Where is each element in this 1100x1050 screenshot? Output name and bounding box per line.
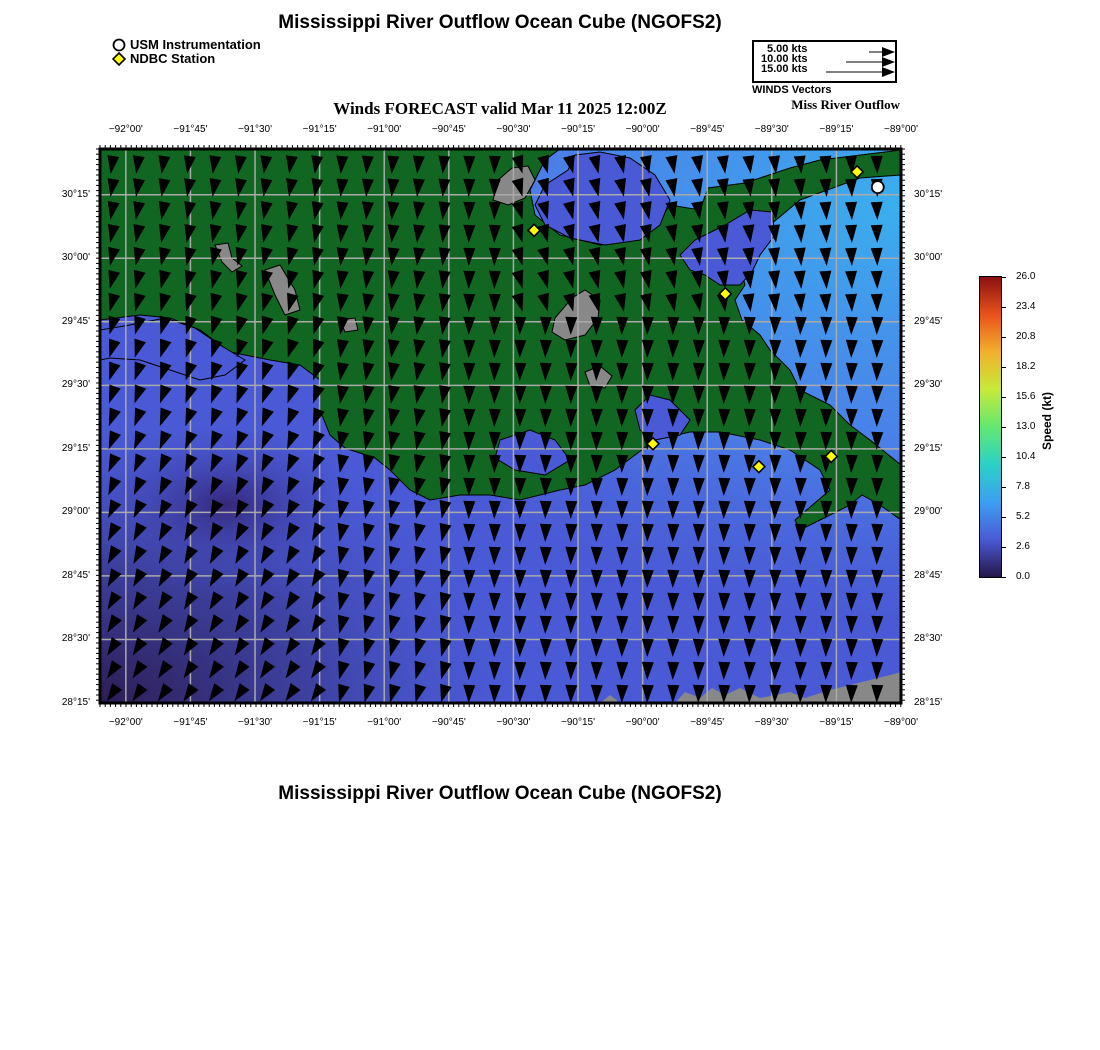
lat-tick-label: 29°00' (61, 506, 90, 518)
lat-tick-label: 29°45' (914, 315, 943, 327)
colorbar-gradient (980, 277, 1001, 577)
colorbar-tick-label: 5.2 (1016, 511, 1030, 522)
lon-tick-label: −89°45' (690, 717, 725, 728)
lon-tick-label: −90°00' (625, 717, 660, 728)
map-title: Winds FORECAST valid Mar 11 2025 12:00Z (333, 99, 667, 118)
lon-tick-label: −92°00' (108, 124, 143, 135)
map-subtitle: Miss River Outflow (791, 97, 900, 112)
colorbar-tick-label: 23.4 (1016, 301, 1036, 312)
colorbar-tick-mark (1001, 307, 1006, 308)
lon-tick-label: −91°30' (238, 717, 273, 728)
lat-tick-label: 29°30' (914, 379, 943, 391)
lon-tick-label: −90°00' (625, 124, 660, 135)
lon-tick-label: −89°00' (884, 717, 918, 728)
vector-key-label: 10.00 kts (761, 53, 808, 65)
legend-ndbc-label: NDBC Station (130, 51, 216, 66)
vector-key-label: 15.00 kts (761, 63, 808, 75)
lon-tick-label: −89°30' (754, 717, 789, 728)
vector-key-caption: WINDS Vectors (752, 84, 832, 96)
lon-tick-label: −90°45' (431, 124, 466, 135)
lon-tick-label: −89°15' (819, 124, 854, 135)
colorbar-tick-mark (1001, 397, 1006, 398)
lon-tick-label: −90°15' (561, 717, 596, 728)
lon-tick-label: −89°45' (690, 124, 725, 135)
vector-key-label: 5.00 kts (767, 43, 808, 55)
lon-tick-label: −90°30' (496, 124, 531, 135)
lat-tick-label: 30°00' (61, 252, 90, 264)
colorbar-tick-mark (1001, 517, 1006, 518)
colorbar-tick-mark (1001, 277, 1006, 278)
colorbar-tick-label: 20.8 (1016, 331, 1036, 342)
lat-tick-label: 28°30' (61, 633, 90, 645)
lon-tick-label: −90°30' (496, 717, 531, 728)
colorbar-tick-mark (1001, 427, 1006, 428)
lon-tick-label: −89°30' (754, 124, 789, 135)
lon-tick-label: −91°30' (238, 124, 273, 135)
colorbar-tick-label: 0.0 (1016, 571, 1030, 582)
lat-tick-label: 28°15' (61, 697, 90, 708)
lon-tick-label: −90°45' (431, 717, 466, 728)
colorbar-tick-mark (1001, 547, 1006, 548)
lat-tick-label: 28°15' (914, 697, 943, 708)
lat-tick-label: 28°45' (914, 569, 943, 581)
lon-tick-label: −91°45' (173, 717, 208, 728)
lon-tick-label: −91°00' (367, 124, 402, 135)
colorbar-tick-mark (1001, 577, 1006, 578)
colorbar-tick-label: 15.6 (1016, 391, 1036, 402)
lat-tick-label: 29°30' (61, 379, 90, 391)
lat-tick-label: 29°00' (914, 506, 943, 518)
lon-tick-label: −90°15' (561, 124, 596, 135)
lon-tick-label: −91°15' (302, 124, 337, 135)
colorbar-tick-label: 13.0 (1016, 421, 1036, 432)
colorbar-label (1040, 391, 1060, 450)
colorbar-tick-label: 26.0 (1016, 271, 1036, 282)
map-body (100, 149, 901, 705)
usm-station-marker (872, 181, 884, 193)
colorbar-tick-mark (1001, 337, 1006, 338)
lon-tick-label: −91°00' (367, 717, 402, 728)
colorbar (979, 276, 1002, 578)
colorbar-label-text: Speed (kt) (1040, 391, 1054, 450)
lat-tick-label: 30°00' (914, 252, 943, 264)
lat-tick-label: 29°15' (914, 442, 943, 454)
page-title: Mississippi River Outflow Ocean Cube (NGOFS2) (278, 12, 722, 33)
lon-tick-label: −92°00' (108, 717, 143, 728)
colorbar-tick-mark (1001, 367, 1006, 368)
lon-tick-label: −89°00' (884, 124, 918, 135)
lon-tick-label: −89°15' (819, 717, 854, 728)
lon-tick-label: −91°45' (173, 124, 208, 135)
colorbar-tick-mark (1001, 457, 1006, 458)
lat-tick-label: 28°30' (914, 633, 943, 645)
lat-tick-label: 28°45' (61, 569, 90, 581)
page-title-bottom: Mississippi River Outflow Ocean Cube (NGOFS2) (278, 783, 722, 804)
legend-usm-label: USM Instrumentation (130, 37, 261, 52)
colorbar-tick-label: 7.8 (1016, 481, 1030, 492)
lat-tick-label: 29°45' (61, 315, 90, 327)
colorbar-tick-label: 18.2 (1016, 361, 1036, 372)
colorbar-tick-label: 10.4 (1016, 451, 1036, 462)
lat-tick-label: 30°15' (914, 188, 943, 200)
lat-tick-label: 29°15' (61, 442, 90, 454)
colorbar-tick-label: 2.6 (1016, 541, 1030, 552)
colorbar-tick-mark (1001, 487, 1006, 488)
lat-tick-label: 30°15' (61, 188, 90, 200)
lon-tick-label: −91°15' (302, 717, 337, 728)
